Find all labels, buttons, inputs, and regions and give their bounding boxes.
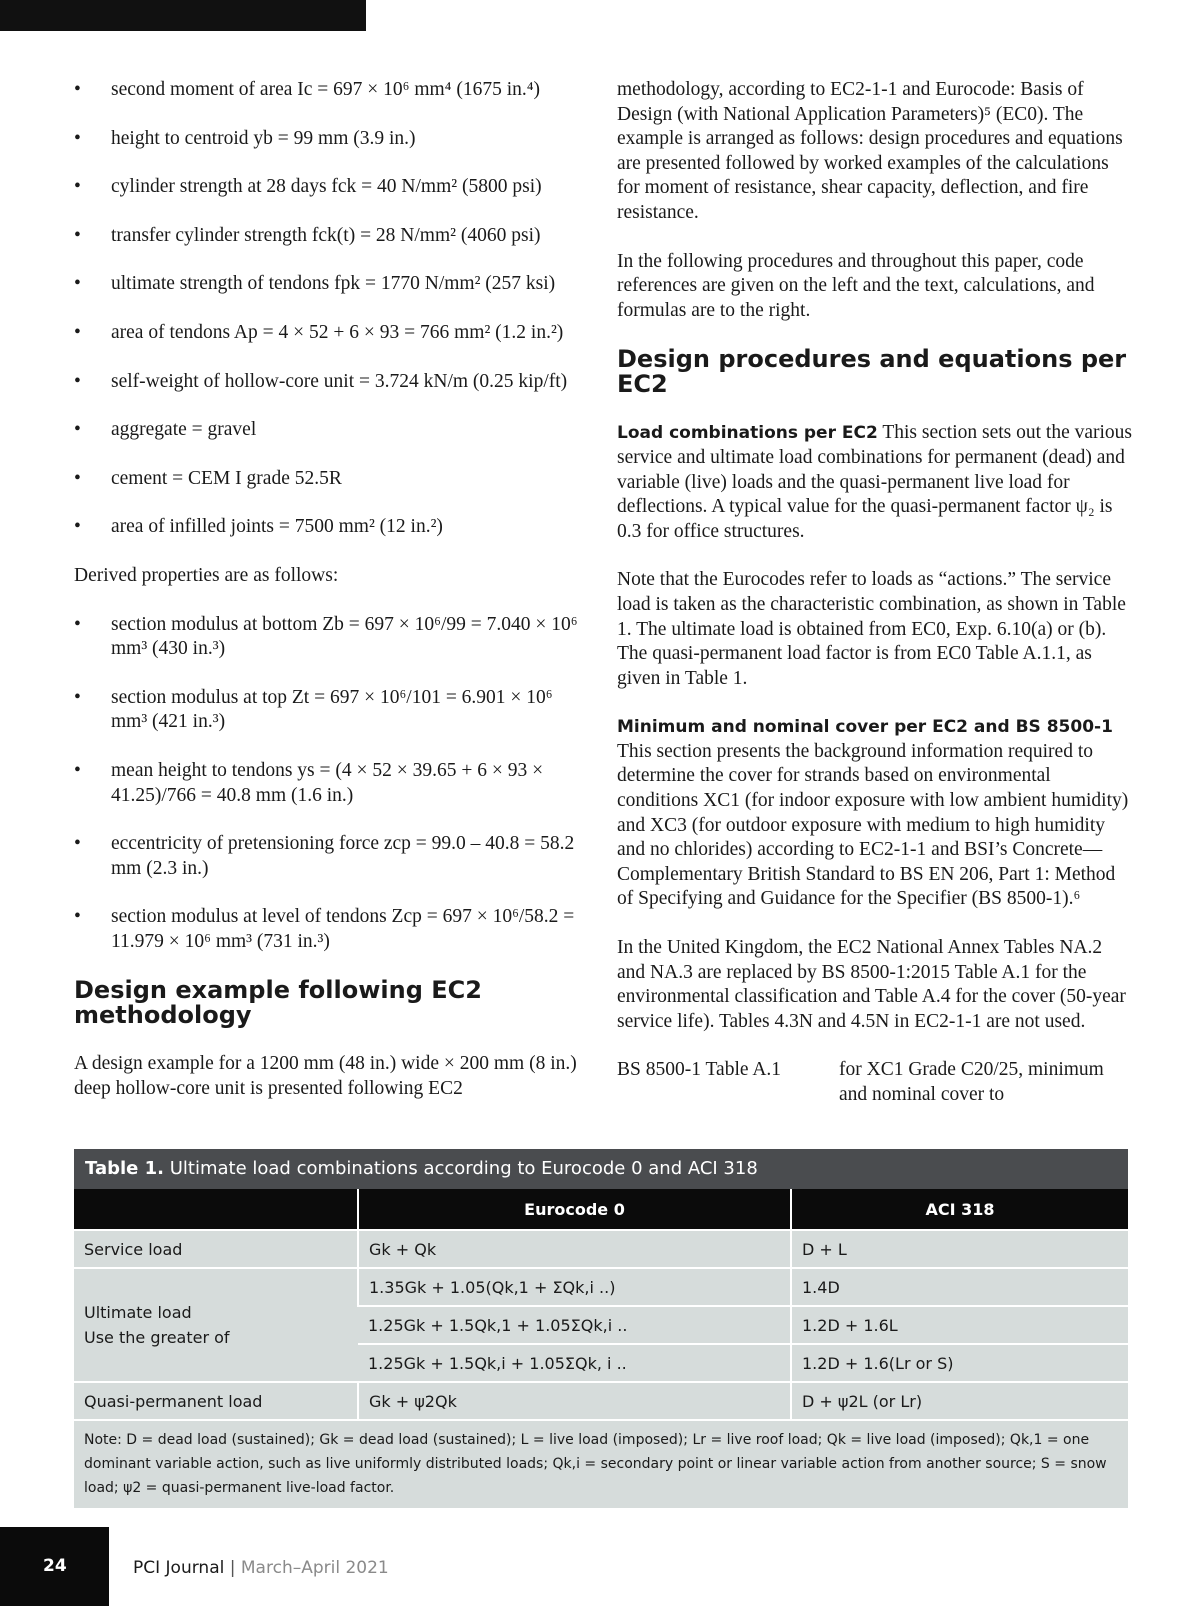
row-label-line: Use the greater of	[84, 1328, 230, 1347]
table-caption-label: Table 1.	[85, 1158, 164, 1179]
table-caption	[74, 1149, 1128, 1189]
table-note: Note: D = dead load (sustained); Gk = dead load (sustained); L = live load (imposed); Lr = live roof load; Qk = live load (imposed); Qk,1 = one dominant variable action, such as live uniformly distributed loads; Qk,i = secondary point or linear variable action from another source; S = snow load; ψ2 = quasi-permanent live-load factor.	[74, 1419, 1128, 1508]
list-item: • self-weight of hollow-core unit = 3.724 kN/m (0.25 kip/ft)	[74, 370, 584, 395]
list-item: • section modulus at bottom Zb = 697 × 10⁶/99 = 7.040 × 10⁶ mm³ (430 in.³)	[74, 613, 584, 662]
right-column	[617, 78, 1135, 1108]
table-cell: 1.2D + 1.6(Lr or S)	[791, 1344, 1128, 1382]
list-item: • section modulus at level of tendons Zcp = 697 × 10⁶/58.2 = 11.979 × 10⁶ mm³ (731 in.³)	[74, 905, 584, 954]
list-item: • mean height to tendons ys = (4 × 52 × 39.65 + 6 × 93 × 41.25)/766 = 40.8 mm (1.6 in.)	[74, 759, 584, 808]
column-header	[74, 1189, 358, 1230]
table-cell: 1.2D + 1.6L	[791, 1306, 1128, 1344]
load-combinations-paragraph	[617, 421, 1135, 544]
row-label-line: Ultimate load	[84, 1303, 192, 1322]
body-paragraph: In the following procedures and throughout this paper, code references are given on the left and the text, calculations, and formulas are to the right.	[617, 250, 1095, 321]
table-row	[74, 1230, 1128, 1268]
table-row	[74, 1268, 1128, 1306]
footer-separator: |	[229, 1558, 236, 1578]
table-header-row	[74, 1189, 1128, 1230]
page-number-box	[0, 1527, 109, 1606]
list-item: • cylinder strength at 28 days fck = 40 N/mm² (5800 psi)	[74, 175, 584, 200]
left-column	[74, 78, 584, 1126]
column-header: ACI 318	[791, 1189, 1128, 1230]
list-item: • eccentricity of pretensioning force zcp = 99.0 – 40.8 = 58.2 mm (2.3 in.)	[74, 832, 584, 881]
table-cell: D + ψ2L (or Lr)	[791, 1382, 1128, 1419]
row-label: Quasi-permanent load	[74, 1382, 358, 1419]
column-header: Eurocode 0	[358, 1189, 791, 1230]
list-item: • transfer cylinder strength fck(t) = 28 N/mm² (4060 psi)	[74, 224, 584, 249]
derived-property-list	[74, 613, 584, 955]
table-cell: 1.35Gk + 1.05(Qk,1 + ΣQk,i ..)	[358, 1268, 791, 1306]
section-heading: Design procedures and equations per EC2	[617, 345, 1127, 399]
list-item: • aggregate = gravel	[74, 418, 584, 443]
table-cell: 1.4D	[791, 1268, 1128, 1306]
issue-date: March–April 2021	[240, 1558, 389, 1578]
list-item: • cement = CEM I grade 52.5R	[74, 467, 584, 492]
code-reference: BS 8500-1 Table A.1	[617, 1059, 782, 1081]
runin-heading: Load combinations per EC2	[617, 423, 878, 444]
cover-paragraph	[617, 715, 1135, 912]
table-cell: Gk + ψ2Qk	[358, 1382, 791, 1419]
table	[74, 1189, 1128, 1419]
paragraph-text: This section sets out the various service and ultimate load combinations for permanent (dead) and variable (live) loads and the quasi-permanent live load for deflections. A typical value for the quasi-permanent factor ψ₂ is 0.3 for office structures.	[617, 422, 1133, 542]
table-row	[74, 1382, 1128, 1419]
journal-name: PCI Journal	[133, 1558, 225, 1578]
footer	[133, 1558, 389, 1578]
list-item: • section modulus at top Zt = 697 × 10⁶/101 = 6.901 × 10⁶ mm³ (421 in.³)	[74, 686, 584, 735]
body-paragraph: Note that the Eurocodes refer to loads as “actions.” The service load is taken as the characteristic combination, as shown in Table 1. The ultimate load is obtained from EC0, Exp. 6.10(a) or (b). The quasi-permanent load factor is from EC0 Table A.1.1, as given in Table 1.	[617, 569, 1126, 689]
body-paragraph: In the United Kingdom, the EC2 National Annex Tables NA.2 and NA.3 are replaced by BS 8500-1:2015 Table A.1 for the environmental classification and Table A.4 for the cover (50-year service life). Tables 4.3N and 4.5N in EC2-1-1 are not used.	[617, 937, 1126, 1032]
paragraph-text: This section presents the background information required to determine the cover for strands based on environmental conditions XC1 (for indoor exposure with low ambient humidity) and XC3 (for outdoor exposure with medium to high humidity and no chlorides) according to EC2-1-1 and BSI’s Concrete—Complementary British Standard to BS EN 206, Part 1: Method of Specifying and Guidance for the Specifier (BS 8500-1).⁶	[617, 740, 1129, 910]
runin-heading: Minimum and nominal cover per EC2 and BS 8500-1	[617, 717, 1113, 738]
table-caption-text: Ultimate load combinations according to Eurocode 0 and ACI 318	[164, 1158, 758, 1179]
table-cell: 1.25Gk + 1.5Qk,1 + 1.05ΣQk,i ..	[358, 1306, 791, 1344]
property-list	[74, 78, 584, 540]
derived-intro: Derived properties are as follows:	[74, 564, 339, 586]
list-item: • ultimate strength of tendons fpk = 1770 N/mm² (257 ksi)	[74, 272, 584, 297]
table-cell: 1.25Gk + 1.5Qk,i + 1.05ΣQk, i ..	[358, 1344, 791, 1382]
body-paragraph: methodology, according to EC2-1-1 and Eurocode: Basis of Design (with National Application Parameters)⁵ (EC0). The example is arranged as follows: design procedures and equations are presented followed by worked examples of the calculations for moment of resistance, shear capacity, deflection, and fire resistance.	[617, 79, 1123, 223]
load-combinations-table	[74, 1149, 1128, 1508]
list-item: • height to centroid yb = 99 mm (3.9 in.)	[74, 127, 584, 152]
table-cell: Gk + Qk	[358, 1230, 791, 1268]
page-number: 24	[43, 1556, 67, 1576]
list-item: • second moment of area Ic = 697 × 10⁶ mm⁴ (1675 in.⁴)	[74, 78, 584, 103]
section-heading: Design example following EC2 methodology	[74, 976, 482, 1030]
top-black-bar	[0, 0, 366, 31]
code-reference-row	[617, 1058, 1135, 1107]
reference-text: for XC1 Grade C20/25, minimum and nominal cover to	[839, 1059, 1104, 1105]
list-item: • area of tendons Ap = 4 × 52 + 6 × 93 = 766 mm² (1.2 in.²)	[74, 321, 584, 346]
row-label	[74, 1268, 358, 1382]
body-paragraph: A design example for a 1200 mm (48 in.) wide × 200 mm (8 in.) deep hollow-core unit is presented following EC2	[74, 1053, 577, 1100]
row-label: Service load	[74, 1230, 358, 1268]
table-cell: D + L	[791, 1230, 1128, 1268]
list-item: • area of infilled joints = 7500 mm² (12 in.²)	[74, 515, 584, 540]
